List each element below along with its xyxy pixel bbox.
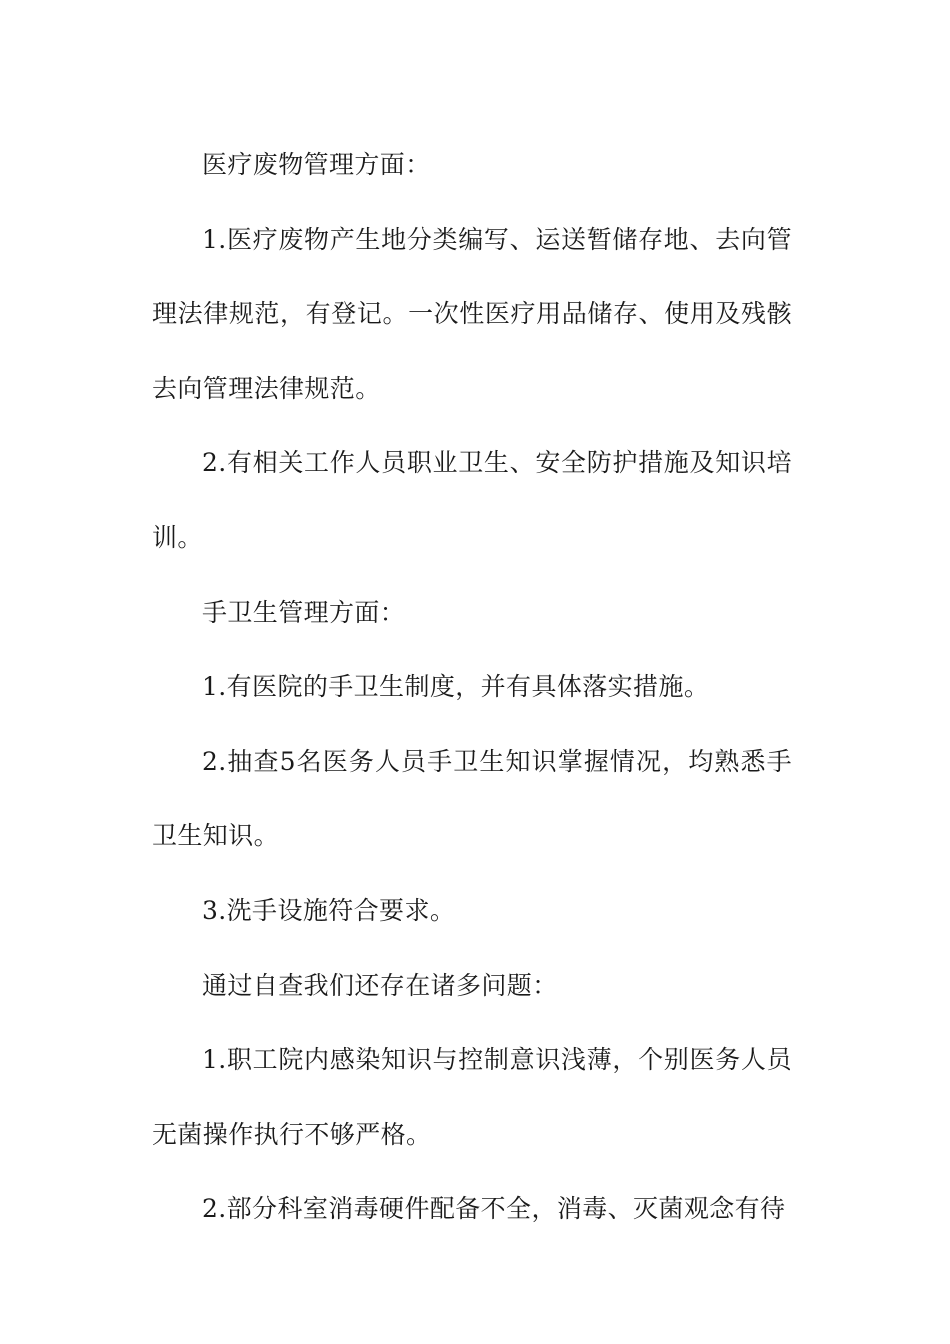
paragraph-hygiene-item-2: 2.抽查5名医务人员手卫生知识掌握情况，均熟悉手卫生知识。: [152, 746, 792, 851]
paragraph-waste-item-1: 1.医疗废物产生地分类编写、运送暂储存地、去向管理法律规范，有登记。一次性医疗用品储存、使用及残骸去向管理法律规范。: [152, 224, 792, 403]
paragraph-hygiene-item-3: 3.洗手设施符合要求。: [202, 895, 456, 925]
heading-hand-hygiene: 手卫生管理方面：: [202, 597, 406, 627]
heading-problems: 通过自查我们还存在诸多问题：: [202, 970, 558, 1000]
paragraph-waste-item-2: 2.有相关工作人员职业卫生、安全防护措施及知识培训。: [152, 448, 792, 552]
paragraph-hygiene-item-1: 1.有医院的手卫生制度，并有具体落实措施。: [202, 672, 710, 702]
paragraph-problem-item-2: 2.部分科室消毒硬件配备不全，消毒、灭菌观念有待: [202, 1194, 786, 1224]
paragraph-problem-item-1: 1.职工院内感染知识与控制意识浅薄，个别医务人员无菌操作执行不够严格。: [152, 1045, 792, 1149]
heading-medical-waste: 医疗废物管理方面：: [202, 150, 431, 179]
document-body: [152, 128, 792, 1247]
